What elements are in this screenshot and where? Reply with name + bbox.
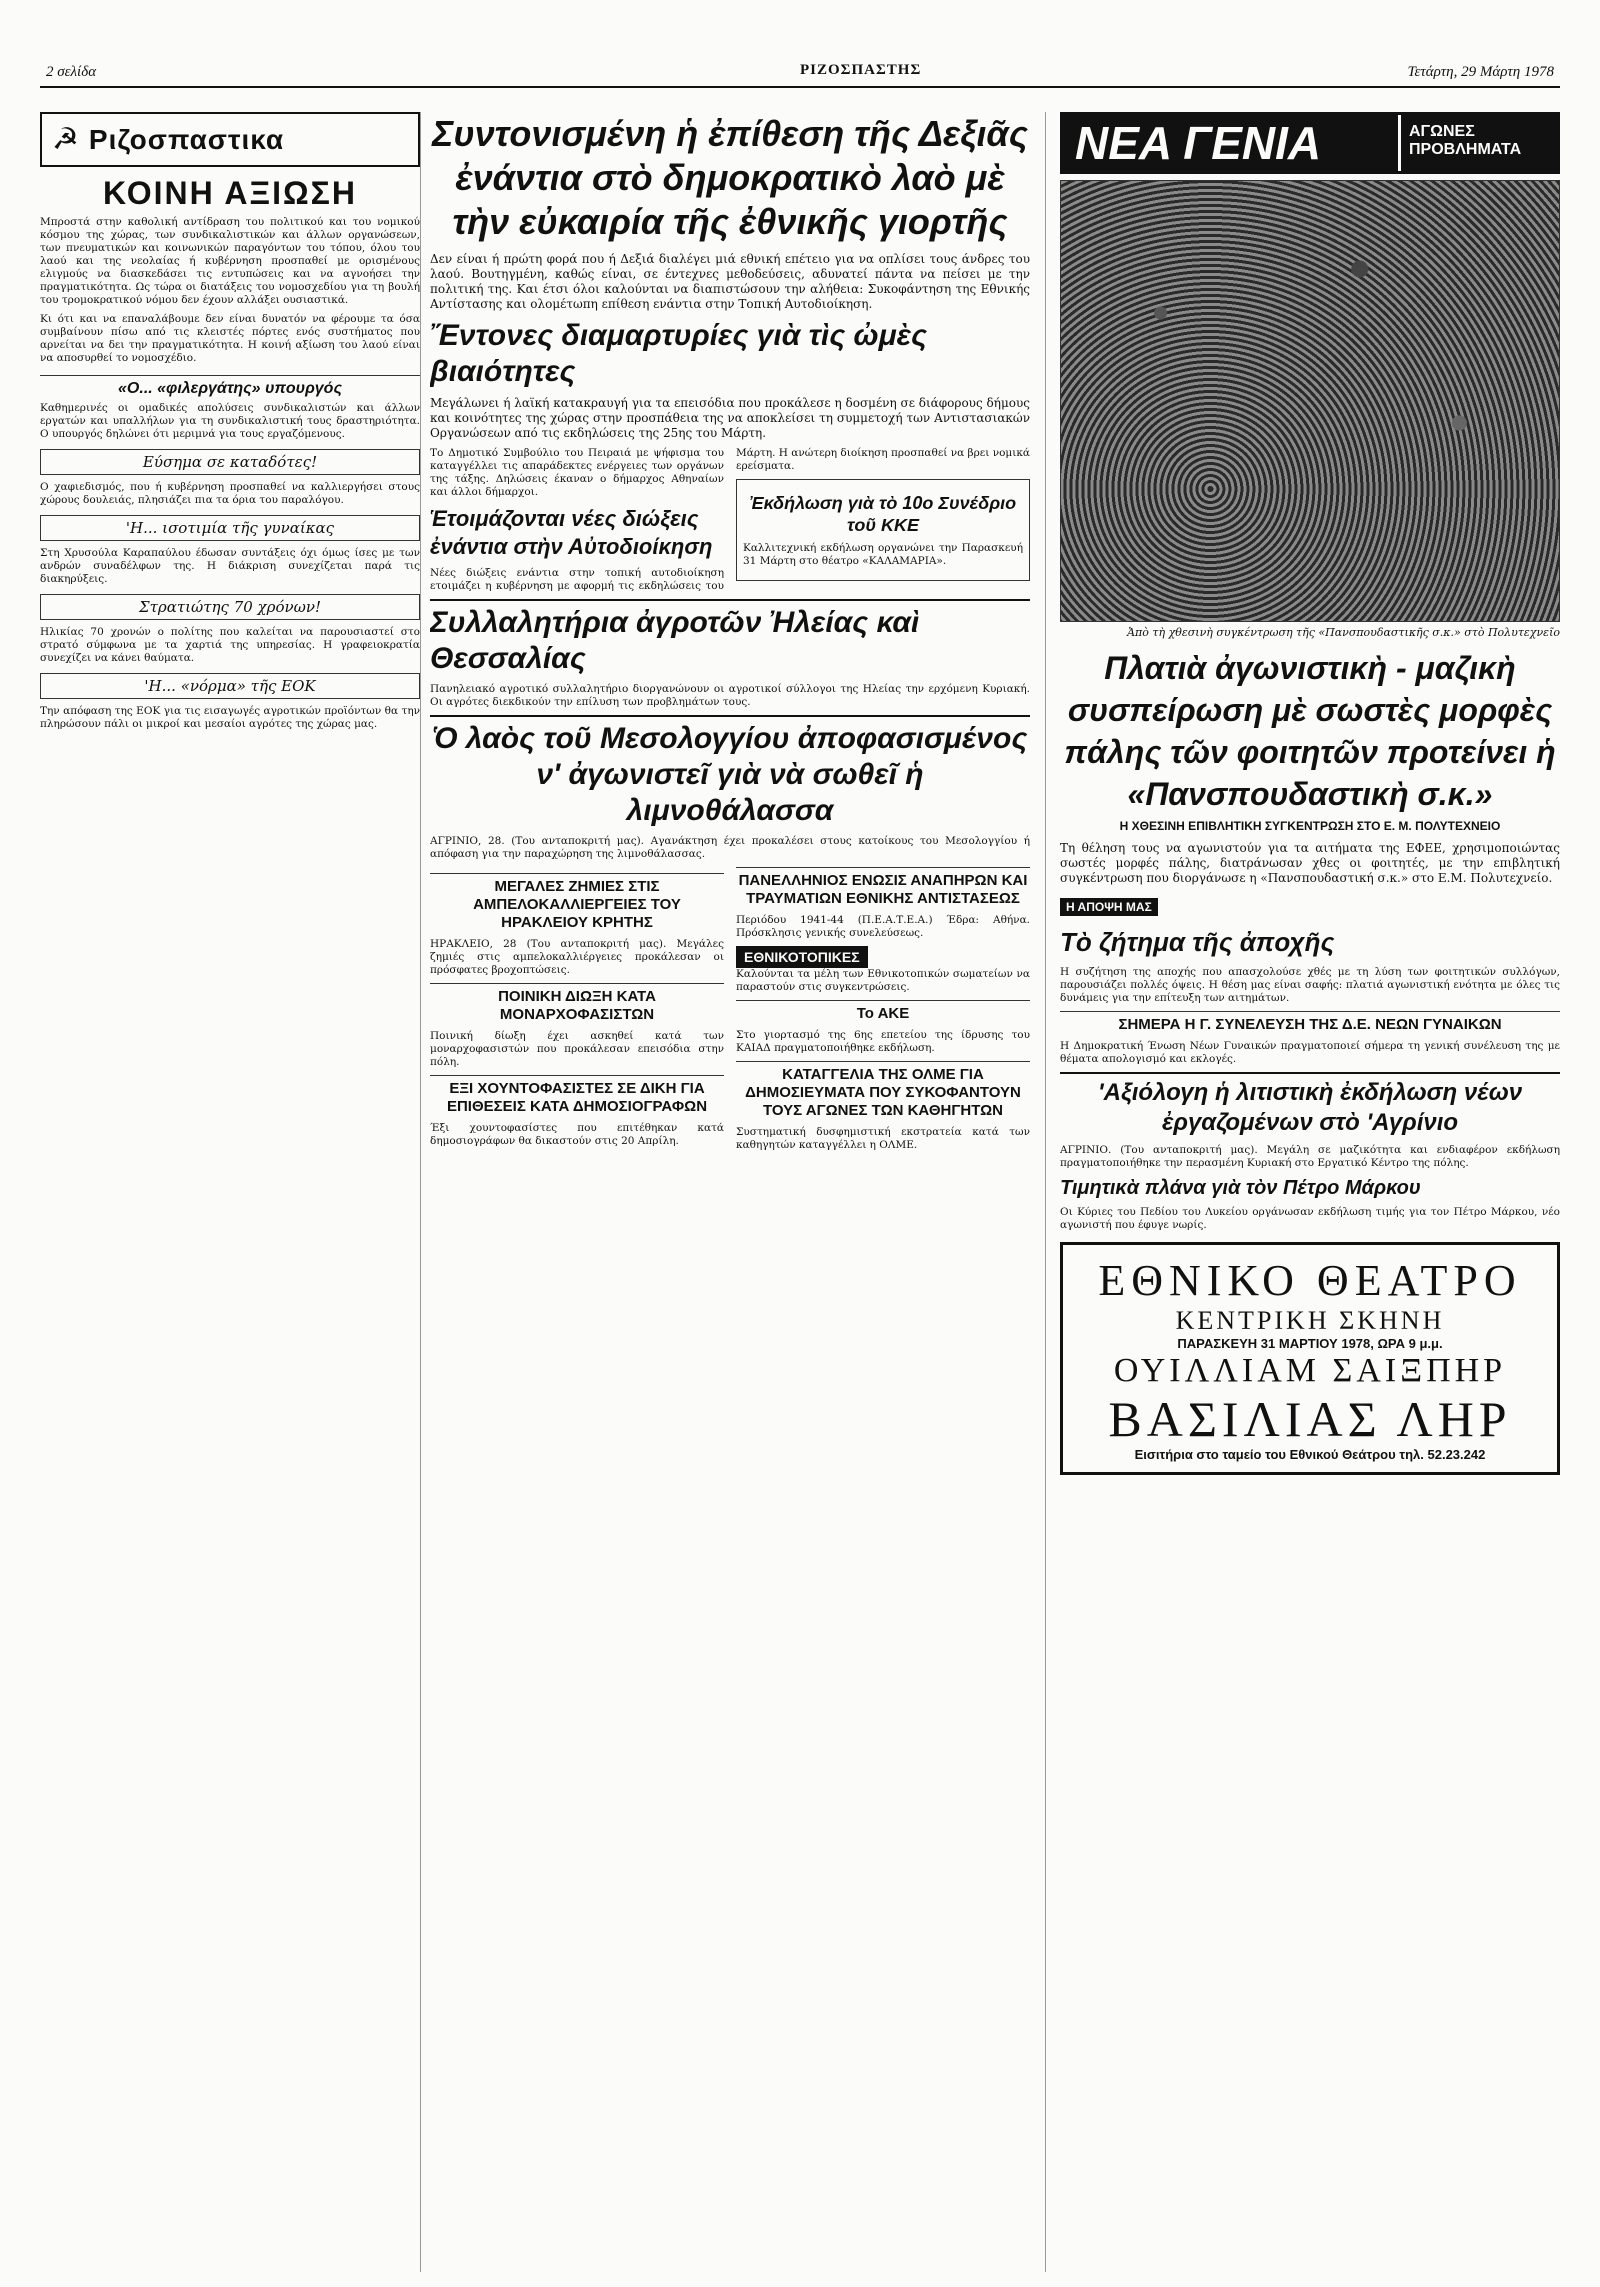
article-paragraph: Μπροστά στην καθολική αντίδραση του πολιτικού και του νομικού κόσμου της χώρας, των συνδικαλιστικών και άλλων οργανώσεων, των πνευματικών και κοινωνικών παραγόντων του τόπου, όλου του λαού και της νεολαίας ή κυβέρνηση προσπαθεί με ορισμένους ελιγμούς να διασκεδάσει τις εντυπώσεις και να αγνοήσει την πραγματικότητα. Ως τώρα οι διατάξεις του νομοσχεδίου για τη βουλή του τρομοκρατικού νόμου δεν έχουν αλλάξει ουσιαστικά. [40,216,420,306]
article-paragraph: Η Δημοκρατική Ένωση Νέων Γυναικών πραγματοποιεί σήμερα τη γενική συνέλευση της με θέματα απολογισμό και εκλογές. [1060,1040,1560,1065]
headline-protests: Ἔντονες διαμαρτυρίες γιὰ τὶς ὠμὲς βιαιότητες [430,319,927,388]
two-column-block [430,867,1030,1156]
photo-caption: Ἀπὸ τὴ χθεσινὴ συγκέντρωση τῆς «Πανσπουδαστικῆς σ.κ.» στὸ Πολυτεχνεῖο [1127,626,1560,639]
article-paragraph: Στη Χρυσούλα Καραπαύλου έδωσαν συντάξεις όχι όμως ίσες με των ανδρών συναδέλφων της. Η διάκριση συνεχίζεται παρά τις διακηρύξεις. [40,547,420,585]
headline-farmers-rallies: Συλλαλητήρια ἀγροτῶν Ἠλείας καὶ Θεσσαλίας [430,599,1030,677]
right-column [1060,112,1560,2272]
headline-students: Πλατιὰ ἀγωνιστικὴ - μαζικὴ συσπείρωση μὲ σωστὲς μορφὲς πάλης τῶν φοιτητῶν προτείνει ἡ «Πανσπουδαστικὴ σ.κ.» [1064,650,1556,812]
article-paragraph: Ο χαφιεδισμός, που ή κυβέρνηση προσπαθεί να καλλιεργήσει στους χώρους δουλειάς, πλησιάζει πια τα όρια του παραλόγου. [40,481,420,506]
national-theatre-ad [1060,1242,1560,1475]
article-paragraph: Την απόφαση της ΕΟΚ για τις εισαγωγές αγροτικών προϊόντων θα την πληρώσουν πάλι οι μικροί και μεσαίοι αγρότες της χώρας μας. [40,705,420,730]
section-heading-boxed: 'Η... «νόρμα» τῆς ΕΟΚ [40,673,420,699]
opinion-tag: Η ΑΠΟΨΗ ΜΑΣ [1060,898,1158,916]
center-column [430,112,1030,2272]
article-paragraph: ΗΡΑΚΛΕΙΟ, 28 (Του ανταποκριτή μας). Μεγάλες ζημιές στις αμπελοκαλλιέργειες προκάλεσαν οι πρόσφατες βροχοπτώσεις. [430,938,724,976]
subheading: Το ΑΚΕ [736,1000,1030,1023]
agones-provlimata-label: ΑΓΩΝΕΣ ΠΡΟΒΛΗΜΑΤΑ [1398,115,1557,171]
box-text: Καλλιτεχνική εκδήλωση οργανώνει την Παρασκευή 31 Μάρτη στο θέατρο «ΚΑΛΑΜΑΡΙΑ». [743,542,1023,567]
article-paragraph: ΑΓΡΙΝΙΟ, 28. (Του ανταποκριτή μας). Αγανάκτηση έχει προκαλέσει στους κατοίκους του Μεσολογγίου ή απόφαση για την παραχώρηση της λιμνοθάλασσας. [430,835,1030,860]
article-paragraph: Συστηματική δυσφημιστική εκστρατεία κατά των καθηγητών καταγγέλλει η ΟΛΜΕ. [736,1126,1030,1151]
lead-headline: Συντονισμένη ἡ ἐπίθεση τῆς Δεξιᾶς ἐνάντια στὸ δημοκρατικὸ λαὸ μὲ τὴν εὐκαιρία τῆς ἐθνικῆς γιορτῆς [432,113,1028,242]
lead-paragraph: Δεν είναι ή πρώτη φορά που ή Δεξιά διαλέγει μιά εθνική επέτειο για να οπλίσει τους άνδρες του λαού. Βουτηγμένη, καθώς είναι, σε έντεχνες μεθοδεύσεις, αδυνατεί πάντα να πείσει με την πολιτική της. Και έτσι όλοι καλούνται να διαπιστώσουν την αλήθεια: Συκοφάντηση της Εθνικής Αντίστασης και ολομέτωπη επίθεση ενάντια στην Τοπική Αυτοδιοίκηση. [430,252,1030,311]
subheading: ΜΕΓΑΛΕΣ ΖΗΜΙΕΣ ΣΤΙΣ ΑΜΠΕΛΟΚΑΛΛΙΕΡΓΕΙΕΣ ΤΟΥ ΗΡΑΚΛΕΙΟΥ ΚΡΗΤΗΣ [430,873,724,932]
subheading: ΚΑΤΑΓΓΕΛΙΑ ΤΗΣ ΟΛΜΕ ΓΙΑ ΔΗΜΟΣΙΕΥΜΑΤΑ ΠΟΥ ΣΥΚΟΦΑΝΤΟΥΝ ΤΟΥΣ ΑΓΩΝΕΣ ΤΩΝ ΚΑΘΗΓΗΤΩΝ [736,1061,1030,1120]
subheading: ΠΟΙΝΙΚΗ ΔΙΩΞΗ ΚΑΤΑ ΜΟΝΑΡΧΟΦΑΣΙΣΤΩΝ [430,983,724,1024]
nea-genia-banner [1060,112,1560,174]
paper-name: ΡΙΖΟΣΠΑΣΤΗΣ [800,62,922,78]
article-paragraph: Η συζήτηση της αποχής που απασχολούσε χθές με τη λύση των φοιτητικών συλλόγων, παρουσιάζει πολλές όψεις. Η θέση μας είναι σαφής: πλατιά αγωνιστική ενότητα με όλες τις δυνάμεις για την επίτευξη των αιτημάτων. [1060,966,1560,1004]
kke-congress-box [736,479,1030,581]
ad-line: ΚΕΝΤΡΙΚΗ ΣΚΗΝΗ [1175,1306,1445,1335]
hammer-sickle-icon: ☭ [52,122,79,157]
rizospastika-logo [40,112,420,167]
article-paragraph: ΑΓΡΙΝΙΟ. (Του ανταποκριτή μας). Μεγάλη σε μαζικότητα και ενδιαφέρον εκδήλωση πραγματοποιήθηκε την περασμένη Κυριακή στο Εργατικό Κέντρο της πόλης. [1060,1144,1560,1169]
subheading: ΕΞΙ ΧΟΥΝΤΟΦΑΣΙΣΤΕΣ ΣΕ ΔΙΚΗ ΓΙΑ ΕΠΙΘΕΣΕΙΣ ΚΑΤΑ ΔΗΜΟΣΙΟΓΡΑΦΩΝ [430,1075,724,1116]
two-column-block [430,447,1030,593]
headline-mesolongi: Ὁ λαὸς τοῦ Μεσολογγίου ἀποφασισμένος ν' ἀγωνιστεῖ γιὰ νὰ σωθεῖ ἡ λιμνοθάλασσα [430,715,1030,829]
article-paragraph: Μεγάλωνει ή λαϊκή κατακραυγή για τα επεισόδια που προκάλεσε η δοσμένη σε διάφορους δήμους και κοινότητες της χώρας στην προσπάθεια της να αποκλείσει τη συμμετοχή των Αντιστασιακών Οργανώσεων από τις εκδηλώσεις της 25ης του Μάρτη. [430,396,1030,440]
masthead [40,62,1560,88]
ad-line: ΠΑΡΑΣΚΕΥΗ 31 ΜΑΡΤΙΟΥ 1978, ΩΡΑ 9 μ.μ. [1177,1336,1443,1351]
article-paragraph: Τη θέληση τους να αγωνιστούν για τα αιτήματα της ΕΦΕΕ, χρησιμοποιώντας σωστές μορφές πάλης, διατράνωσαν χθες οι φοιτητές, με την επιβλητική συγκέντρωση που διοργάνωσε η «Πανσπουδαστική σ.κ.» στο Ε.Μ. Πολυτεχνείο. [1060,841,1560,885]
nea-genia-title: ΝΕΑ ΓΕΝΙΑ [1063,115,1398,171]
article-paragraph: Το Δημοτικό Συμβούλιο του Πειραιά με ψήφισμα του καταγγέλλει τις απαράδεκτες ενέργειες των οργάνων της τάξης. Δηλώσεις έκαναν ο δήμαρχος Αθηναίων και άλλοι δήμαρχοι. [430,447,724,498]
article-paragraph: Στο γιορτασμό της 6ης επετείου της ίδρυσης του ΚΑΙΑΔ πραγματοποιήθηκε εκδήλωση. [736,1029,1030,1054]
article-paragraph: Καλούνται τα μέλη των Εθνικοτοπικών σωματείων να παραστούν στις συγκεντρώσεις. [736,968,1030,993]
headline-agrinio-event: 'Αξιόλογη ἡ λιτιστικὴ ἐκδήλωση νέων ἐργαζομένων στὸ 'Αγρίνιο [1060,1072,1560,1138]
section-bar: ΕΘΝΙΚΟΤΟΠΙΚΕΣ [736,946,868,968]
crowd-photo [1060,180,1560,622]
issue-date: Τετάρτη, 29 Μάρτη 1978 [1407,64,1554,80]
section-heading-boxed: Εύσημα σε καταδότες! [40,449,420,475]
logo-text: Ριζοσπαστικα [88,123,285,155]
article-paragraph: Καθημερινές οι ομαδικές απολύσεις συνδικαλιστών και άλλων εργατών και υπαλλήλων για τη συνδικαλιστική τους δραστηριότητα. Ο υπουργός δηλώνει ότι μεριμνά για τους εργαζόμενους. [40,402,420,440]
article-paragraph: Οι Κύριες του Πεδίου του Λυκείου οργάνωσαν εκδήλωση τιμής για τον Πέτρο Μάρκου, νέο αγωνιστή που έφυγε νωρίς. [1060,1206,1560,1231]
ad-line: Εισιτήρια στο ταμείο του Εθνικού Θεάτρου τηλ. 52.23.242 [1134,1447,1486,1462]
section-heading-boxed: Στρατιώτης 70 χρόνων! [40,594,420,620]
column-divider [1045,112,1046,2272]
article-paragraph: Ηλικίας 70 χρονών ο πολίτης που καλείται να παρουσιαστεί στο στρατό σύμφωνα με τα χαρτιά της υπηρεσίας. Η γραφειοκρατία συνεχίζει να κάνει θαύματα. [40,626,420,664]
section-heading: «Ο... «φιλεργάτης» υπουργός [40,375,420,398]
subheadline: Η ΧΘΕΣΙΝΗ ΕΠΙΒΛΗΤΙΚΗ ΣΥΓΚΕΝΤΡΩΣΗ ΣΤΟ Ε. Μ. ΠΟΛΥΤΕΧΝΕΙΟ [1119,819,1501,833]
article-paragraph: Κι ότι και να επαναλάβουμε δεν είναι δυνατόν να φέρουμε τα όσα συμβαίνουν πίσω από τις κλειστές πόρτες ενός συστήματος που αρνείται να δει την πραγματικότητα. Η κοινή αξίωση του λαού είναι να αποσυρθεί το νομοσχέδιο. [40,313,420,364]
article-title-koini-axiosi: ΚΟΙΝΗ ΑΞΙΩΣΗ [103,175,357,211]
headline-persecutions: Ἑτοιμάζονται νέες διώξεις ἐνάντια στὴν Αὐτοδιοίκηση [430,506,713,559]
article-paragraph: Περιόδου 1941-44 (Π.Ε.Α.Τ.Ε.Α.) Έδρα: Αθήνα. Πρόσκλησις γενικής συνελεύσεως. [736,914,1030,939]
left-column [40,112,421,2272]
headline-petros-markou: Τιμητικὰ πλάνα γιὰ τὸν Πέτρο Μάρκου [1060,1177,1421,1199]
headline-abstention: Τὸ ζήτημα τῆς ἀποχῆς [1060,927,1335,957]
ad-line: ΕΘΝΙΚΟ ΘΕΑΤΡΟ [1098,1256,1522,1305]
article-paragraph: Ποινική δίωξη έχει ασκηθεί κατά των μοναρχοφασιστών που προκάλεσαν επεισόδια στην πόλη. [430,1030,724,1068]
subheading: ΣΗΜΕΡΑ Η Γ. ΣΥΝΕΛΕΥΣΗ ΤΗΣ Δ.Ε. ΝΕΩΝ ΓΥΝΑΙΚΩΝ [1060,1011,1560,1034]
ad-line: ΟΥΙΛΛΙΑΜ ΣΑΙΞΠΗΡ [1113,1352,1507,1389]
section-heading-boxed: 'Η... ισοτιμία τῆς γυναίκας [40,515,420,541]
page-number: 2 σελίδα [46,64,97,80]
box-title: Ἐκδήλωση γιὰ τὸ 10ο Συνέδριο τοῦ ΚΚΕ [749,493,1017,535]
article-paragraph: Έξι χουντοφασίστες που επιτέθηκαν κατά δημοσιογράφων θα δικαστούν στις 20 Απρίλη. [430,1122,724,1147]
subheading: ΠΑΝΕΛΛΗΝΙΟΣ ΕΝΩΣΙΣ ΑΝΑΠΗΡΩΝ ΚΑΙ ΤΡΑΥΜΑΤΙΩΝ ΕΘΝΙΚΗΣ ΑΝΤΙΣΤΑΣΕΩΣ [736,867,1030,908]
article-paragraph: Πανηλειακό αγροτικό συλλαλητήριο διοργανώνουν οι αγροτικοί σύλλογοι της Ηλείας την ερχόμενη Κυριακή. Οι αγρότες διεκδικούν την επίλυση των προβλημάτων τους. [430,683,1030,708]
article-paragraph: Νέες διώξεις ενάντια στην τοπική αυτοδιοίκηση ετοιμάζει η κυβέρνηση με αφορμή τις εκδηλώσεις του Μάρτη. Η ανώτερη διοίκηση προσπαθεί να βρει νομικά ερείσματα. [430,447,1030,592]
ad-line: ΒΑΣΙΛΙΑΣ ΛΗΡ [1108,1391,1512,1447]
